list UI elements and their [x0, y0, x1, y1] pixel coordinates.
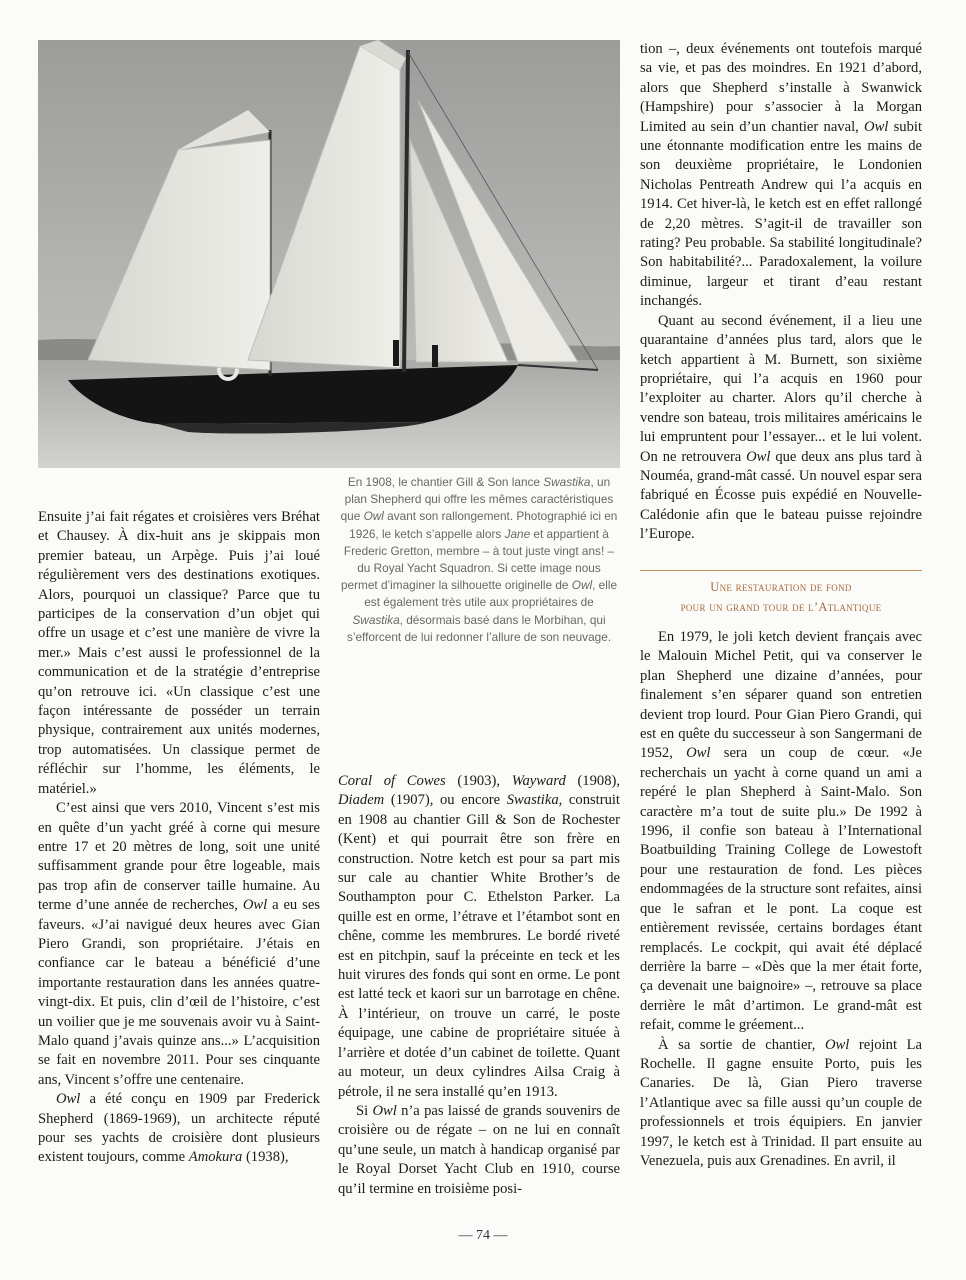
right-column-top — [640, 40, 922, 545]
paragraph: Coral of Cowes (1903), Wayward (1908), Diadem (1907), ou encore Swastika, construit en 1908 au chantier Gill & Son de Rochester (Kent) et qui pourrait être son frère en construction. Notre ketch est pour sa part mis sur cale au chantier White Brother’s de Southampton pour C. Ethelston Parker. La quille est en orme, l’étrave et l’étambot sont en chêne, comme les membrures. Le bordé riveté est en pitchpin, sauf la préceinte en teck et les huit virures des fonds qui sont en orme. Le pont est latté teck et kaori sur un barrotage en chêne. À l’intérieur, on trouve un carré, le poste équipage, une cabine de propriétaire située à l’arrière et dotée d’un cabinet de toilette. Quant au moteur, un deux cylindres Ailsa Craig à pétrole, il ne sera installé qu’en 1913. — [338, 773, 620, 1100]
paragraph: C’est ainsi que vers 2010, Vincent s’est mis en quête d’un yacht gréé à corne qui mesure entre 17 et 20 mètres de long, soit une unité suffisamment grande pour être logeable, mais pas trop afin de conserver taille humaine. Au terme d’une année de recherches, Owl a eu ses faveurs. «J’ai navigué deux heures avec Gian Piero Grandi, son propriétaire. J’étais en confiance car le bateau a bénéficié d’une importante restauration dans les années quatre-vingt-dix. Et puis, clin d’œil de l’histoire, c’est un voilier que je me souvenais avoir vu à Saint-Malo quand j’avais quinze ans...» L’acquisition se fait en novembre 2011. Pour ses cinquante ans, Vincent s’offre une centenaire. — [38, 800, 320, 1088]
photo-caption: En 1908, le chantier Gill & Son lance Swastika, un plan Shepherd qui offre les mêmes caractéristiques que Owl avant son rallongement. Photographié ici en 1926, le ketch s’appelle alors Jane et appartient à Frederic Gretton, membre – à tout juste vingt ans! – du Royal Yacht Squadron. Si cette image nous permet d’imaginer la silhouette originelle de Owl, elle est également très utile aux propriétaires de Swastika, désormais basé dans le Morbihan, qui s’efforcent de lui redonner l’allure de son neuvage. — [340, 475, 618, 644]
middle-column — [338, 772, 620, 1199]
paragraph: Owl a été conçu en 1909 par Frederick Shepherd (1869-1969), un architecte réputé pour ses yachts de croisière dont plusieurs existent toujours, comme Amokura (1938), — [38, 1091, 320, 1166]
paragraph: Quant au second événement, il a lieu une quarantaine d’années plus tard, alors que le ketch appartient à M. Burnett, son sixième propriétaire, qui l’a acquis en 1960 pour l’exploiter au charter. Alors qu’il cherche à vendre son bateau, trois militaires américains le lui empruntent pour l’essayer... et le lui volent. On ne retrouvera Owl que deux ans plus tard à Nouméa, grand-mât cassé. Un nouvel espar sera fabriqué en Écosse puis expédié en Nouvelle-Calédonie afin que le bateau puisse rejoindre l’Europe. — [640, 312, 922, 543]
page-number: — 74 — — [458, 1228, 508, 1243]
right-column-bottom — [640, 628, 922, 1171]
paragraph: À sa sortie de chantier, Owl rejoint La Rochelle. Il gagne ensuite Porto, puis les Canaries. De là, Gian Piero traverse l’Atlantique avec sa fille aussi qu’un couple de professionnels et trois équipiers. En janvier 1997, le ketch est à Trinidad. Il part ensuite au Venezuela, puis aux Grenadines. En avril, il — [640, 1036, 922, 1169]
paragraph: En 1979, le joli ketch devient français avec le Malouin Michel Petit, qui va conserver le plan Shepherd une dizaine d’années, pour finalement s’en séparer quand son entretien devient trop lourd. Pour Gian Piero Grandi, qui est en quête du successeur à son Sangermani de 1952, Owl sera un coup de cœur. «Je recherchais un yacht à corne quand un ami a repéré le plan Shepherd à Saint-Malo. Son caractère m’a tout de suite plu.» De 1992 à 1996, il confie son bateau à l’International Boatbuilding Training College de Lowestoft pour une restauration de fond. Les pièces endommagées de la structure sont refaites, ainsi que le safran et le pont. La coque est entièrement revissée, certains bordages étant remplacés. Le cockpit, qui avait été déplacé derrière la barre – «Dès que la mer était forte, ça devenait une baignoire» –, retrouve sa place derrière le mât d’artimon. Le grand-mât est refait, comme le gréement... — [640, 629, 922, 1034]
paragraph: tion –, deux événements ont toutefois marqué sa vie, et pas des moindres. En 1921 d’abord, alors que Shepherd s’installe à Swanwick (Hampshire) pour s’associer à la Morgan Limited au sein d’un chantier naval, Owl subit une étonnante modification entre les mains de son deuxième propriétaire, le Londonien Nicholas Pentreath Andrew qui l’a acquis en 1914. Cet hiver-là, le ketch est en effet rallongé de 2,20 mètres. S’agit-il de travailler son rating? Peu probable. Sa stabilité longitudinale? Son habitabilité?... Paradoxalement, la voilure diminue, largeur et tirant d’eau restant inchangés. — [640, 41, 922, 310]
section-heading — [640, 570, 922, 617]
section-heading-line-1: Une restauration de fond — [710, 580, 852, 594]
paragraph: Si Owl n’a pas laissé de grands souvenirs de croisière ou de régate – on ne lui en connaît qu’une seule, un match à handicap organisé par le Royal Dorset Yacht Club en 1910, course qu’il termine en troisième posi- — [338, 1102, 620, 1197]
sailboat-photo — [38, 40, 620, 468]
left-column — [38, 508, 320, 1168]
paragraph: Ensuite j’ai fait régates et croisières vers Bréhat et Chausey. À dix-huit ans je skippais mon premier bateau, un Arpège. Puis j’ai loué régulièrement vers des destinations exotiques. Alors, pourquoi un classique? Parce que tu participes de la conservation d’un objet qui offre un usage et c’est une manière de vivre la mer.» Mais c’est aussi le professionnel de la communication et de la stratégie d’entreprise qu’on retrouve ici. «Un classique c’est une façon intéressante de posséder un terrain physique, contrairement aux unités modernes, trop automatisées. Un classique permet de réfléchir sur l’homme, les éléments, le matériel.» — [38, 509, 320, 797]
section-rule — [640, 570, 922, 571]
section-heading-line-2: pour un grand tour de l’Atlantique — [680, 600, 882, 614]
